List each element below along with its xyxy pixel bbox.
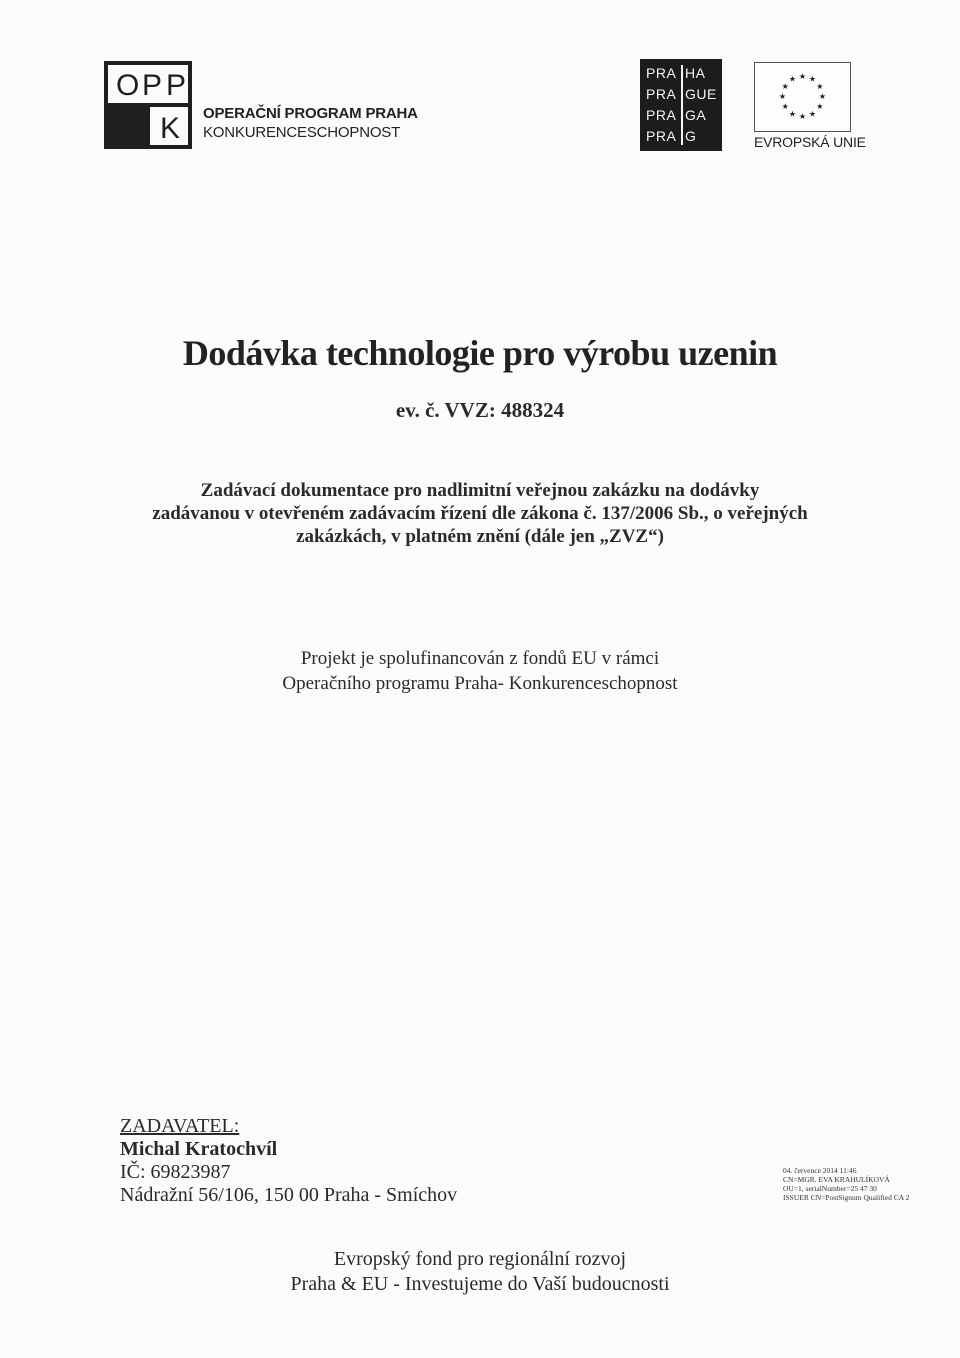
document-description: [0, 479, 960, 548]
contracting-authority-address: Nádražní 56/106, 150 00 Praha - Smíchov: [120, 1184, 458, 1206]
eu-star-icon: ★: [816, 102, 824, 111]
eu-star-icon: ★: [778, 92, 787, 101]
oppk-logo-letter-o: O: [116, 69, 140, 102]
contracting-authority: [120, 1115, 457, 1207]
eu-star-icon: ★: [808, 109, 817, 119]
praha-logo-row: [640, 126, 722, 146]
eu-stars-icon: [755, 63, 850, 131]
eu-flag-icon: [754, 62, 851, 132]
footer-line: Praha & EU - Investujeme do Vaší budoucnosti: [290, 1273, 670, 1295]
digital-signature: [783, 1166, 909, 1202]
contracting-authority-heading: ZADAVATEL:: [120, 1115, 240, 1137]
description-line: zakázkách, v platném znění (dále jen „ZVZ“): [296, 526, 664, 547]
eu-star-icon: ★: [798, 112, 807, 121]
contracting-authority-name: Michal Kratochvíl: [120, 1138, 278, 1160]
oppk-logo-letter-k: K: [160, 112, 181, 145]
signature-line: OU=1, serialNumber=25 47 30: [783, 1184, 877, 1193]
oppk-logo: [104, 61, 192, 149]
praha-logo: [640, 59, 722, 151]
praha-logo-right: GA: [685, 107, 707, 123]
eu-star-icon: ★: [818, 92, 827, 101]
signature-line: 04. července 2014 11:46: [783, 1166, 857, 1175]
contracting-authority-ic: IČ: 69823987: [120, 1161, 231, 1183]
eu-label: EVROPSKÁ UNIE: [754, 134, 866, 150]
signature-line: ISSUER CN=PostSignum Qualified CA 2: [783, 1193, 910, 1202]
praha-logo-right: HA: [685, 65, 706, 81]
oppk-logo-letter-p2: P: [166, 69, 187, 102]
oppk-logo-letter-p1: P: [142, 69, 163, 102]
eu-star-icon: ★: [788, 74, 797, 84]
oppk-line1: OPERAČNÍ PROGRAM PRAHA: [203, 105, 418, 122]
praha-logo-left: PRA: [646, 65, 677, 81]
eu-star-icon: ★: [788, 109, 797, 119]
description-line: zadávanou v otevřeném zadávacím řízení dle zákona č. 137/2006 Sb., o veřejných: [152, 503, 808, 524]
footer-line: Evropský fond pro regionální rozvoj: [333, 1248, 627, 1270]
project-note-line: Projekt je spolufinancován z fondů EU v rámci: [300, 648, 660, 669]
eu-star-icon: ★: [808, 74, 817, 84]
praha-logo-left: PRA: [646, 128, 677, 144]
praha-logo-right: GUE: [685, 86, 717, 102]
praha-logo-left: PRA: [646, 107, 677, 123]
eu-star-icon: ★: [781, 102, 789, 111]
eu-star-icon: ★: [798, 72, 807, 81]
praha-logo-row: [640, 84, 722, 104]
praha-logo-left: PRA: [646, 86, 677, 102]
registration-number: ev. č. VVZ: 488324: [395, 398, 565, 422]
praha-logo-row: [640, 105, 722, 125]
praha-logo-row: [640, 63, 722, 83]
page-footer: [0, 1247, 960, 1297]
eu-star-icon: ★: [781, 82, 789, 91]
project-note-line: Operačního programu Praha- Konkurenceschopnost: [282, 673, 678, 694]
description-line: Zadávací dokumentace pro nadlimitní veřejnou zakázku na dodávky: [200, 480, 760, 501]
eu-star-icon: ★: [816, 82, 824, 91]
praha-logo-right: G: [685, 128, 697, 144]
oppk-program-name: [203, 104, 418, 142]
oppk-line2: KONKURENCESCHOPNOST: [203, 124, 401, 141]
project-note: [0, 646, 960, 696]
document-title: Dodávka technologie pro výrobu uzenin: [182, 333, 778, 373]
signature-line: CN=MGR. EVA KRAHULÍKOVÁ: [783, 1175, 890, 1184]
